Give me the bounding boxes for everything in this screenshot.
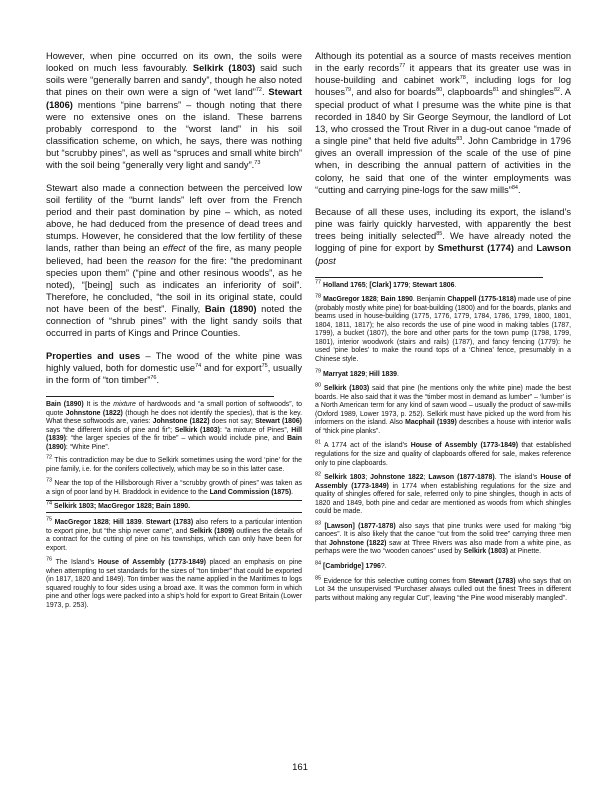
right-column [315, 50, 571, 609]
footnote-rule [315, 277, 543, 278]
footnote-72: $^{72}$ This contradiction may be due to Selkirk sometimes using the word ‘pine’ for the pine family, i.e. for the conifers collectively, which may be so in this latter case. [46, 455, 302, 473]
paragraph-burnt-lands: Stewart also made a connection between the perceived low soil fertility of the “burnt lands” left over from the French period and their past domination by pine – which, as noted above, he had deduced from the presence of dead trees and stumps. However, he considered that the low fertility of these lands, rather than being an effect of the fire, as many people believed, had been the reason for the fire: “the predominant species upon them” (“pine and other resinous woods”, as he noted), “[being] such as indicates an inferiority of soil”. Therefore, he concluded, “the soil in its original state, could not have been of the best”. Finally, Bain (1890) noted the connection of “shrub pines” with the light sandy soils that occurred in parts of Kings and Prince Counties. [46, 182, 302, 339]
paragraph-properties-uses: Properties and uses – The wood of the white pine was highly valued, both for domestic use$^{74}$ and for export$^{75}$, usually in the form of “ton timber”$^{76}$. [46, 350, 302, 385]
footnote-79: $^{79}$ Marryat 1829; Hill 1839. [315, 368, 399, 378]
footnote-85: $^{85}$ Evidence for this selective cutting comes from Stewart (1783) who says that on Lot 34 the unsupervised “Purchaser always culled out the finest Trees in different parts without making any regular Cut”, leaving “the Pine wood miserably mangled”. [315, 575, 571, 602]
footnote-77: $^{77}$ Holland 1765; [Clark] 1779; Stewart 1806. [315, 279, 457, 289]
left-column [46, 50, 302, 617]
footnote-75: $^{75}$ MacGregor 1828; Hill 1839. Stewart (1783) also refers to a particular intention to export pine, but “the ship never came”, and Selkirk (1809) outlines the details of a contract for the cutting of pine on his townships, which can only have been for export. [46, 516, 302, 552]
footnote-rule [46, 396, 274, 397]
footnote-81: $^{81}$ A 1774 act of the island’s House of Assembly (1773-1849) that established regulations for the size and quality of clapboards offered for sale, makes reference only to pine clapboards. [315, 440, 571, 467]
footnote-continued: Bain (1890) It is the mixture of hardwoods and “a small portion of softwoods”, to quote Johnstone (1822) (though he does not identify the species), that is the key. What these softwoods are, varies: Johnstone (1822) does not say; Stewart (1806) says “the different kinds of pine and fir”; Selkirk (1803): “a mixture of Pines”, Hill (1839): “the larger species of the fir tribe” – which would include pine, and Bain (1890): “White Pine”. [46, 401, 303, 451]
footnote-82: $^{82}$ Selkirk 1803; Johnstone 1822; Lawson (1877-1878). The island’s House of Assembly (1773-1849) in 1774 when establishing regulations for the size and quality of shingles offered for sale, referred only to pine shingles, though in acts of 1820 and 1849, both pine and cedar are mentioned as woods from which shingles could be made. [315, 471, 571, 516]
paragraph-uses: Although its potential as a source of masts receives mention in the early records$^{77}$ it appears that its greater use was in house-building and cabinet work$^{78}$, including logs for log houses$^{79}$, and also for boards$^{80}$, clapboards$^{81}$ and shingles$^{82}$. A special product of what I presume was the white pine is that recorded in 1840 by Sir George Seymour, the landlord of Lot 13, who crossed the Trout River in a dug-out canoe “made of a single pine” that held five adults$^{83}$. John Cambridge in 1796 gives an overall impression of the scale of the use of pine when, in describing the annual pattern of activities in the colony, he said that one of the winter employments was “cutting and carrying pine-logs for the saw mills”$^{84}$. [315, 51, 572, 195]
footnote-74: $^{74}$ Selkirk 1803; MacGregor 1828; Bain 1890. [46, 500, 302, 514]
paragraph-soils: However, when pine occurred on its own, the soils were looked on much less favourably. Selkirk (1803) said such soils were “generally barren and sandy”, though he also noted that pines on their own were a sign of “wet land”$^{72}$. Stewart (1806) mentions “pine barrens” – though noting that there were no extensive ones on the island. These barrens probably correspond to the “worst land” in his soil classification scheme, on which, he says, there was nothing but “scrubby pines”, as well as “spruces and small white birch” with the soil being “generally very light and sandy”.$^{73}$ [46, 51, 302, 171]
footnote-78: $^{78}$ MacGregor 1828; Bain 1890. Benjamin Chappell (1775-1818) made use of pine (probably mostly white pine) for boat-building (1800) and for the boards, planks and beams used in house-building (1775, 1776, 1779, 1784, 1786, 1799, 1800, 1801, 1804, 1811, 1817); he also records the use of pine wood in making tables (1787, 1799), a bucket (1807), the bore and other parts for the town pump (1798, 1799, 1801), interior woodwork (stairs and rails) (1787), and fancy fencing (1779): he used ‘pine boles’ to make the round tops of a ‘Chinea’ fence, presumably in a Chinese style. [315, 293, 571, 364]
footnote-73: $^{73}$ Near the top of the Hillsborough River a “scrubby growth of pines” was taken as a sign of poor land by H. Braddock in evidence to the Land Commission (1875). [46, 478, 302, 496]
footnote-83: $^{83}$ [Lawson] (1877-1878) also says that pine trunks were used for making “big canoes”. It is also likely that the canoe “cut from the solid tree” carrying three men that Johnstone (1822) saw at Three Rivers was also made from a white pine, as perhaps were the two “wooden canoes” used by Selkirk (1803) at Pinette. [315, 520, 571, 556]
footnote-84: $^{84}$ [Cambridge] 1796?. [315, 560, 387, 570]
footnote-80: $^{80}$ Selkirk (1803) said that pine (he mentions only the white pine) made the best boards. He also said that it was the “timber most in demand as lumber” – ‘lumber’ is a North American term for any kind of sawn wood – usually the product of saw-mills (Oxford 1989, Lower 1973, p. 252). Selkirk must have picked up the word from his informers on the island. Also Macphail (1939) describes a house with interior walls of “thick pine planks”. [315, 382, 571, 435]
paragraph-harvest: Because of all these uses, including its export, the island’s pine was fairly quickly harvested, with apparently the best trees being initially selected$^{85}$. We have already noted the logging of pine for export by Smethurst (1774) and Lawson (post [315, 206, 572, 266]
footnote-76: $^{76}$ The Island’s House of Assembly (1773-1849) placed an emphasis on pine when attempting to set standards for the sizes of “ton timber” that could be exported (in 1817, 1820 and 1849). Ton timber was the name applied in the Maritimes to logs squared roughly to four sides using a broad axe. It was the common form in which pine and other logs were packed into a ship’s hold for export to Great Britain (Lower 1973, p. 253). [46, 556, 302, 609]
page-number: 161 [292, 762, 308, 773]
